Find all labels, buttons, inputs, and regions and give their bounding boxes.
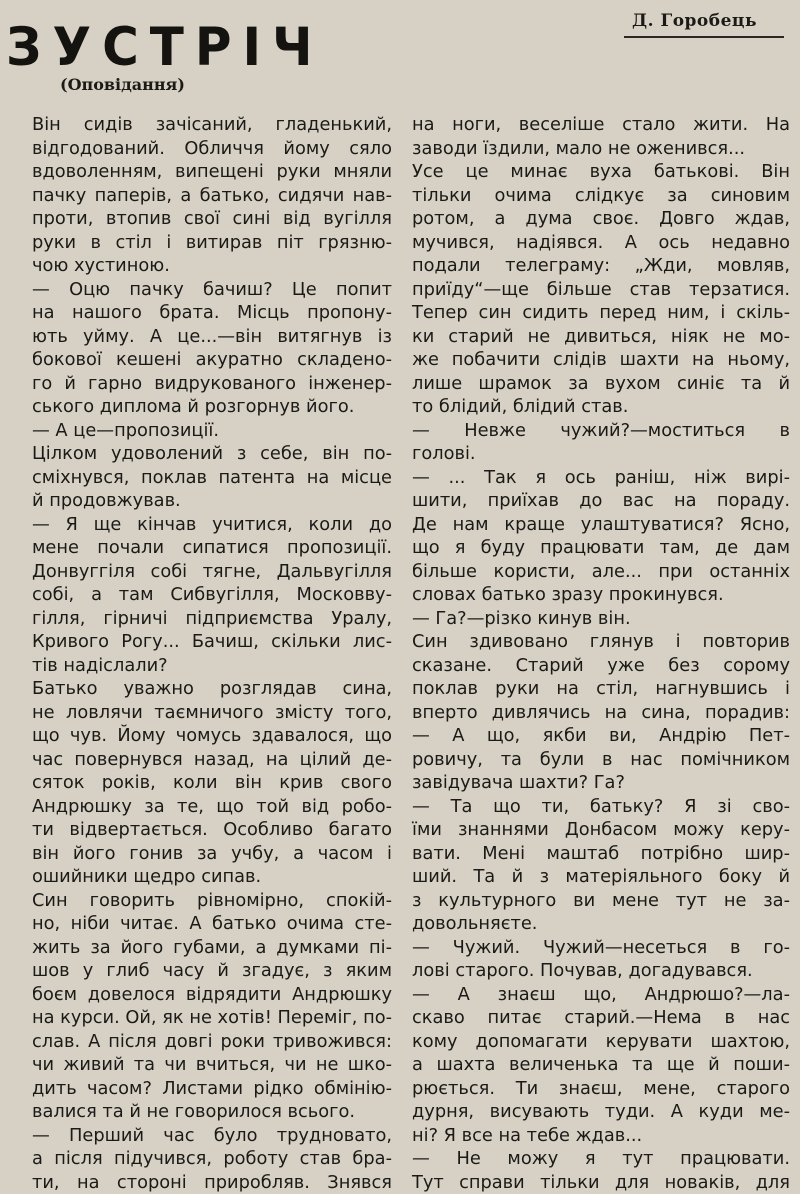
text-line: то блідий, блідий став. — [412, 395, 790, 419]
text-line: — Та що ти, батьку? Я зі сво- — [412, 795, 790, 819]
text-line: ського диплома й розгорнув його. — [32, 395, 392, 419]
text-line: шов у глиб часу й згадує, з яким — [32, 959, 392, 983]
text-line: що чув. Йому чомусь здавалося, що — [32, 724, 392, 748]
text-line: чою хустиною. — [32, 254, 392, 278]
text-line: заводи їздили, мало не оженився... — [412, 137, 790, 161]
left-text-column — [32, 113, 392, 1194]
author-underline — [624, 36, 784, 38]
text-line: тів надіслали? — [32, 654, 392, 678]
text-line: поклав руки на стіл, нагнувшись і — [412, 677, 790, 701]
text-line: проти, втопив свої сині від вугілля — [32, 207, 392, 231]
text-line: й продовжував. — [32, 489, 392, 513]
text-line: він його гонив за учбу, а часом і — [32, 842, 392, 866]
text-line: відгодований. Обличчя йому сяло — [32, 137, 392, 161]
text-line: Кривого Рогу... Бачиш, скільки лис- — [32, 630, 392, 654]
text-line: мене почали сипатися пропозиції. — [32, 536, 392, 560]
story-title: ЗУСТРІЧ — [6, 17, 324, 78]
text-line: — А знаєш що, Андрюшо?—ла- — [412, 983, 790, 1007]
text-line: — Оцю пачку бачиш? Це попит — [32, 278, 392, 302]
author-name: Д. Горобець — [632, 11, 757, 31]
text-line: валися та й не говорилося всього. — [32, 1100, 392, 1124]
text-line: Батько уважно розглядав сина, — [32, 677, 392, 701]
text-line: — Чужий. Чужий—несеться в го- — [412, 936, 790, 960]
text-line: а після підучився, роботу став бра- — [32, 1147, 392, 1171]
text-line: Тут справи тільки для новаків, для — [412, 1171, 790, 1194]
text-line: сказане. Старий уже без сорому — [412, 654, 790, 678]
text-line: Цілком удоволений з себе, він по- — [32, 442, 392, 466]
text-line: мучився, надіявся. А ось недавно — [412, 231, 790, 255]
text-line: го й гарно видрукованого інженер- — [32, 372, 392, 396]
text-line: голові. — [412, 442, 790, 466]
text-line: чи живий та чи вчиться, чи не шко- — [32, 1053, 392, 1077]
text-line: собі, а там Сибвугілля, Московву- — [32, 583, 392, 607]
text-line: Усе це минає вуха батькові. Він — [412, 160, 790, 184]
text-line: бокової кешені акуратно складено- — [32, 348, 392, 372]
text-line: гілля, гірничі підприємства Уралу, — [32, 607, 392, 631]
text-line: ки старий не дивиться, ніяк не мо- — [412, 325, 790, 349]
text-line: словах батько зразу прокинувся. — [412, 583, 790, 607]
text-line: Тепер син сидить перед ним, і скіль- — [412, 301, 790, 325]
text-line: Донвуггіля собі тягне, Дальвугілля — [32, 560, 392, 584]
text-line: на нашого брата. Місць пропону- — [32, 301, 392, 325]
text-line: боєм довелося відрядити Андрюшку — [32, 983, 392, 1007]
text-line: з культурного ви мене тут не за- — [412, 889, 790, 913]
text-line: час повернувся назад, на цілий де- — [32, 748, 392, 772]
text-line: тільки очима слідкує за синовим — [412, 184, 790, 208]
text-line: — А що, якби ви, Андрію Пет- — [412, 724, 790, 748]
text-line: слав. А після довгі роки тривожився: — [32, 1030, 392, 1054]
text-line: вати. Мені маштаб потрібно шир- — [412, 842, 790, 866]
text-line: — Га?—різко кинув він. — [412, 607, 790, 631]
text-line: лише шрамок за вухом синіє та й — [412, 372, 790, 396]
text-line: пачку паперів, а батько, сидячи нав- — [32, 184, 392, 208]
text-line: — Невже чужий?—моститься в — [412, 419, 790, 443]
text-line: ти відвертається. Особливо багато — [32, 818, 392, 842]
text-line: приїду“—ще більше став терзатися. — [412, 278, 790, 302]
text-line: но, ніби читає. А батько очима сте- — [32, 912, 392, 936]
text-line: — ... Так я ось раніш, ніж вирі- — [412, 466, 790, 490]
text-line: на ноги, веселіше стало жити. На — [412, 113, 790, 137]
text-line: же побачити слідів шахти на ньому, — [412, 348, 790, 372]
text-line: Андрюшку за те, що той від робо- — [32, 795, 392, 819]
text-line: дурня, висувають туди. А куди ме- — [412, 1100, 790, 1124]
text-line: сяток років, коли він крив свого — [32, 771, 392, 795]
text-line: дить часом? Листами рідко обмінію- — [32, 1077, 392, 1101]
text-line: ошийники щедро сипав. — [32, 865, 392, 889]
text-line: лові старого. Почував, догадувався. — [412, 959, 790, 983]
text-line: жить за його губами, а думками пі- — [32, 936, 392, 960]
text-line: Він сидів зачісаний, гладенький, — [32, 113, 392, 137]
text-line: завідувача шахти? Га? — [412, 771, 790, 795]
text-line: шити, приїхав до вас на пораду. — [412, 489, 790, 513]
text-line: сміхнувся, поклав патента на місце — [32, 466, 392, 490]
right-text-column — [412, 113, 790, 1194]
text-line: скаво питає старий.—Нема в нас — [412, 1006, 790, 1030]
text-line: більше користи, але... при останніх — [412, 560, 790, 584]
text-line: що я буду працювати там, де дам — [412, 536, 790, 560]
text-line: Син здивовано глянув і повторив — [412, 630, 790, 654]
text-line: Син говорить рівномірно, спокій- — [32, 889, 392, 913]
text-line: — Перший час було трудновато, — [32, 1124, 392, 1148]
story-genre: (Оповідання) — [60, 75, 185, 94]
text-line: не ловлячи таємничого змісту того, — [32, 701, 392, 725]
text-line: вперто дивлячись на сина, порадив: — [412, 701, 790, 725]
text-line: вдоволенням, випещені руки мняли — [32, 160, 392, 184]
text-line: руки в стіл і витирав піт грязню- — [32, 231, 392, 255]
text-line: — Я ще кінчав учитися, коли до — [32, 513, 392, 537]
text-line: ні? Я все на тебе ждав... — [412, 1124, 790, 1148]
text-line: ти, на стороні приробляв. Знявся — [32, 1171, 392, 1194]
text-line: ють уйму. А це...—він витягнув із — [32, 325, 392, 349]
text-line: довольняєте. — [412, 912, 790, 936]
text-line: — А це—пропозиції. — [32, 419, 392, 443]
text-line: на курси. Ой, як не хотів! Переміг, по- — [32, 1006, 392, 1030]
text-line: — Не можу я тут працювати. — [412, 1147, 790, 1171]
text-line: ротом, а дума своє. Довго ждав, — [412, 207, 790, 231]
text-line: ровичу, та були в нас помічником — [412, 748, 790, 772]
text-line: кому допомагати керувати шахтою, — [412, 1030, 790, 1054]
text-line: подали телеграму: „Жди, мовляв, — [412, 254, 790, 278]
text-line: ший. Та й з матеріяльного боку й — [412, 865, 790, 889]
text-line: Де нам краще улаштуватися? Ясно, — [412, 513, 790, 537]
text-line: а шахта величенька та ще й поши- — [412, 1053, 790, 1077]
text-line: їми знаннями Донбасом можу керу- — [412, 818, 790, 842]
text-line: рюється. Ти знаєш, мене, старого — [412, 1077, 790, 1101]
